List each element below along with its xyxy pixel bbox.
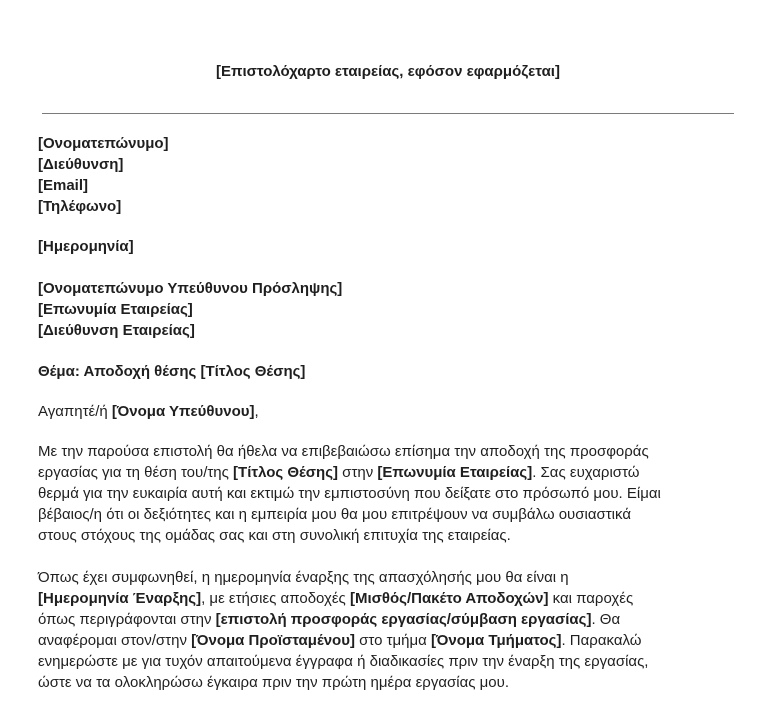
p1-text: . Σας ευχαριστώ [532, 464, 640, 481]
p2-text: και παροχές [548, 590, 634, 607]
paragraph2-line2 [38, 588, 750, 609]
letterhead-divider [42, 113, 734, 114]
p1-text: εργασίας για τη θέση του/της [38, 464, 234, 481]
paragraph1-line2 [38, 462, 750, 483]
sender-phone: [Τηλέφωνο] [38, 198, 122, 215]
p2-department: [Όνομα Τμήματος] [431, 632, 562, 649]
p2-start-date: [Ημερομηνία Έναρξης] [38, 590, 202, 607]
p2-offer-letter: [επιστολή προσφοράς εργασίας/σύμβαση εργασίας] [215, 611, 592, 628]
p1-position-title: [Τίτλος Θέσης] [233, 464, 339, 481]
paragraph2-line4 [38, 630, 750, 651]
letter-body [38, 133, 750, 693]
letter-subject: Θέμα: Αποδοχή θέσης [Τίτλος Θέσης] [38, 363, 306, 380]
paragraph1-line1: Με την παρούσα επιστολή θα ήθελα να επιβεβαιώσω επίσημα την αποδοχή της προσφοράς [38, 443, 649, 460]
salutation [38, 401, 750, 422]
p2-text: αναφέρομαι στον/στην [38, 632, 192, 649]
sender-email: [Email] [38, 177, 89, 194]
salutation-name: [Όνομα Υπεύθυνου] [111, 403, 255, 420]
p2-text: . Παρακαλώ [561, 632, 642, 649]
p2-text: στο τμήμα [354, 632, 431, 649]
salutation-suffix: , [254, 403, 259, 420]
salutation-prefix: Αγαπητέ/ή [38, 403, 112, 420]
paragraph2-line1: Όπως έχει συμφωνηθεί, η ημερομηνία έναρξης της απασχόλησής μου θα είναι η [38, 569, 569, 586]
p2-text: όπως περιγράφονται στην [38, 611, 216, 628]
p1-text: στην [338, 464, 378, 481]
paragraph2-line3 [38, 609, 750, 630]
p2-text: , με ετήσιες αποδοχές [201, 590, 350, 607]
paragraph1-line5: στους στόχους της ομάδας σας και στη συνολική επιτυχία της εταιρείας. [38, 527, 511, 544]
paragraph2-line6: ώστε να τα ολοκληρώσω έγκαιρα πριν την πρώτη ημέρα εργασίας μου. [38, 674, 509, 691]
paragraph-terms [38, 567, 750, 693]
recipient-name: [Ονοματεπώνυμο Υπεύθυνου Πρόσληψης] [38, 280, 343, 297]
paragraph2-line5: ενημερώστε με για τυχόν απαιτούμενα έγγραφα ή διαδικασίες πριν την έναρξη της εργασίας, [38, 653, 649, 670]
p1-company-name: [Επωνυμία Εταιρείας] [377, 464, 533, 481]
sender-name: [Ονοματεπώνυμο] [38, 135, 169, 152]
sender-address: [Διεύθυνση] [38, 156, 124, 173]
sender-block [38, 133, 750, 217]
p2-supervisor: [Όνομα Προϊσταμένου] [191, 632, 355, 649]
paragraph1-line4: βέβαιος/η ότι οι δεξιότητες και η εμπειρία μου θα μου επιτρέψουν να συμβάλω ουσιαστικά [38, 506, 632, 523]
letter-date: [Ημερομηνία] [38, 238, 134, 255]
p2-text: . Θα [591, 611, 621, 628]
letterhead-placeholder: [Επιστολόχαρτο εταιρείας, εφόσον εφαρμόζεται] [216, 63, 560, 80]
p2-salary: [Μισθός/Πακέτο Αποδοχών] [349, 590, 549, 607]
paragraph-acceptance [38, 441, 750, 546]
recipient-address: [Διεύθυνση Εταιρείας] [38, 322, 195, 339]
recipient-company: [Επωνυμία Εταιρείας] [38, 301, 193, 318]
paragraph1-line3: θερμά για την ευκαιρία αυτή και εκτιμώ την εμπιστοσύνη που δείξατε στο πρόσωπό μου. Είμαι [38, 485, 661, 502]
recipient-block [38, 278, 750, 341]
